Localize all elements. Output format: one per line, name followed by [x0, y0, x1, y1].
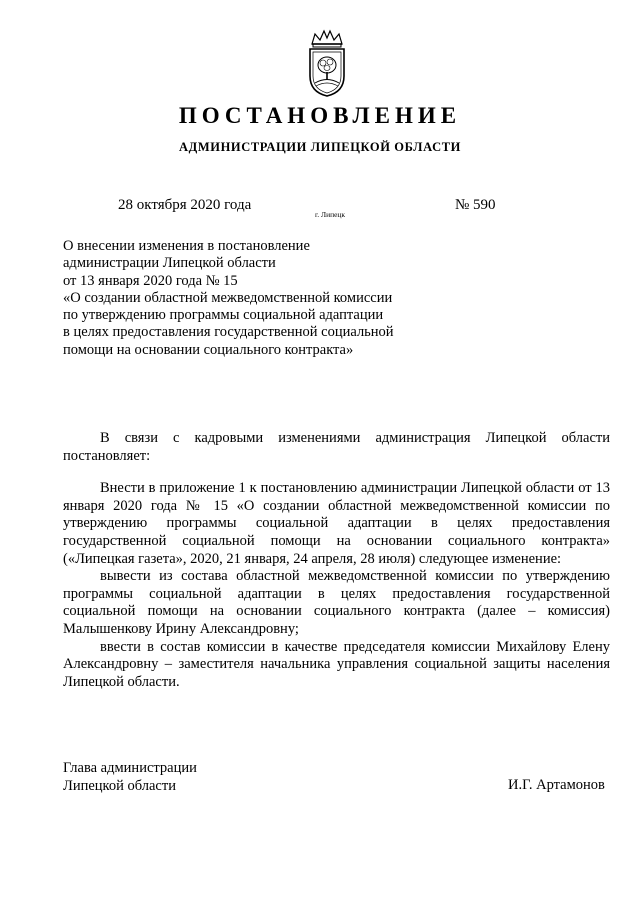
body-paragraph-preamble: В связи с кадровыми изменениями администрация Липецкой области постановляет: — [63, 430, 610, 464]
document-body — [63, 430, 610, 691]
heading-line: помощи на основании социального контракта» — [63, 341, 354, 358]
heading-line: в целях предоставления государственной социальной — [63, 324, 394, 341]
heading-line: от 13 января 2020 года № 15 — [63, 272, 238, 289]
body-paragraph-remove-member: вывести из состава областной межведомственной комиссии по утверждению программы социальной адаптации в целях предоставления государственной социальной помощи на основании социального контракта (далее – комиссия) Малышенкову Ирину Александровну; — [63, 568, 610, 637]
signatory-position-line: Глава администрации — [63, 760, 197, 776]
heading-line: «О создании областной межведомственной комиссии — [63, 289, 393, 306]
signatory-name: И.Г. Артамонов — [508, 777, 605, 793]
signatory-position-line: Липецкой области — [63, 777, 176, 794]
document-title: ПОСТАНОВЛЕНИЕ — [178, 103, 462, 128]
heading-line: по утверждению программы социальной адаптации — [63, 307, 384, 324]
document-heading — [63, 238, 443, 359]
signatory-position — [63, 760, 197, 795]
body-paragraph-resolution: Внести в приложение 1 к постановлению администрации Липецкой области от 13 января 2020 года № 15 «О создании областной межведомственной комиссии по утверждению программы социальной адаптации в целях предоставления государственной социальной помощи на основании социального контракта» («Липецкая газета», 2020, 21 января, 24 апреля, 28 июля) следующее изменение: — [63, 480, 610, 567]
heading-line: администрации Липецкой области — [63, 255, 276, 272]
body-paragraph-add-member: ввести в состав комиссии в качестве председателя комиссии Михайлову Елену Александровну – заместителя начальника управления социальной защиты населения Липецкой области. — [63, 638, 610, 690]
document-city: г. Липецк — [315, 210, 346, 219]
document-number: № 590 — [455, 197, 496, 213]
issuing-authority: АДМИНИСТРАЦИИ ЛИПЕЦКОЙ ОБЛАСТИ — [179, 140, 461, 154]
heading-line: О внесении изменения в постановление — [63, 238, 310, 254]
lipetsk-coat-of-arms-icon — [302, 28, 352, 98]
document-date: 28 октября 2020 года — [118, 197, 252, 213]
